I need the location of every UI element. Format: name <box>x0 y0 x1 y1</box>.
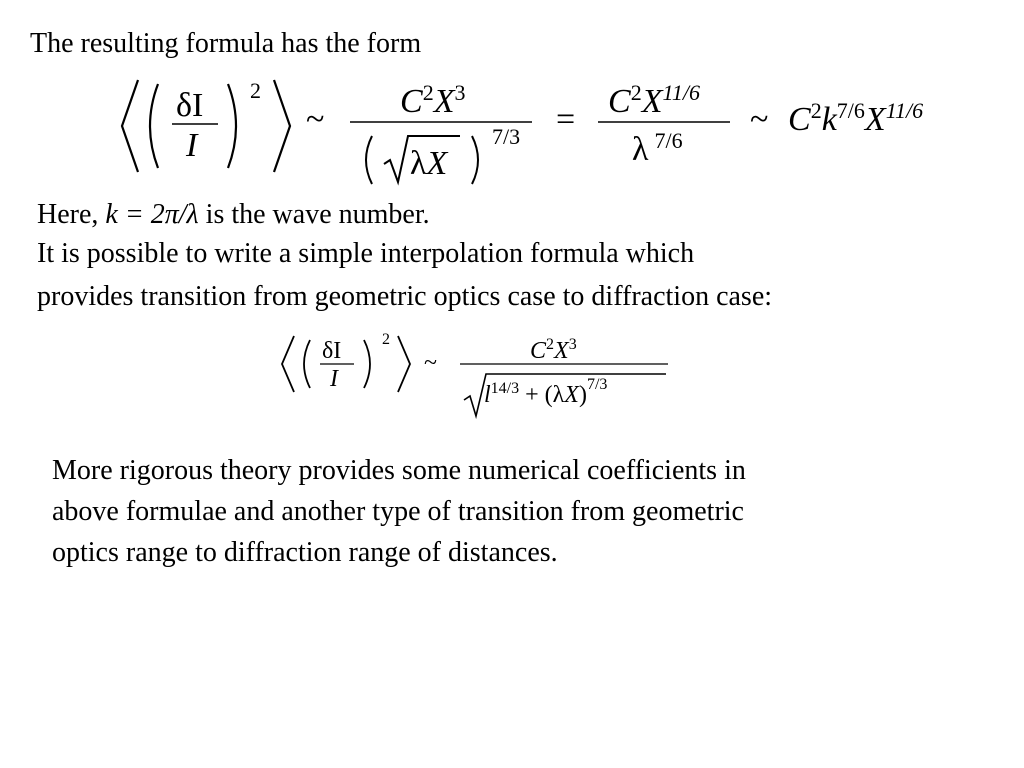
paren-left <box>304 340 310 388</box>
eq1-final-term: $C^2k^{7/6}X^{11/6}$ <box>788 98 924 138</box>
equation-1 <box>116 74 986 198</box>
here-suffix: is the wave number. <box>198 199 430 230</box>
eq1-I-denominator: I <box>186 127 198 164</box>
eq1-lambda-denominator: λ $^{7/6}$ <box>632 128 683 168</box>
here-prefix: Here, <box>37 199 106 230</box>
paragraph-2-line-1: More rigorous theory provides some numerical coefficients in <box>52 455 746 486</box>
eq1-sim-1: ~ <box>306 101 325 138</box>
eq1-sim-2: ~ <box>750 101 769 138</box>
paragraph-1-line-2: provides transition from geometric optics case to diffraction case: <box>37 281 773 312</box>
paren-left <box>150 84 158 168</box>
paragraph-2-line-2: above formulae and another type of transition from geometric <box>52 496 744 527</box>
angle-bracket-left <box>122 80 138 172</box>
eq2-denominator: $l^{14/3} + (\lambda X)^{7/3}$ <box>484 376 608 408</box>
eq2-I-denominator: I <box>330 366 338 392</box>
here-eq: = 2π/λ <box>117 199 199 230</box>
paren-right <box>364 340 370 388</box>
paren-right <box>228 84 236 168</box>
eq1-numerator: $C^2X^3$ <box>400 80 466 120</box>
eq1-lambdaX: λX <box>410 145 448 182</box>
eq1-numerator-2: $C^2X^{11/6}$ <box>608 80 700 120</box>
eq2-square-exp: 2 <box>382 331 390 348</box>
eq1-equals: = <box>556 101 576 138</box>
eq1-exp-7-3: 7/3 <box>492 124 521 149</box>
eq1-denom-paren-left <box>366 136 372 184</box>
eq1-square-exp: 2 <box>250 78 261 103</box>
eq1-delta-I: δI <box>176 87 204 124</box>
eq2-sim: ~ <box>424 350 437 376</box>
equation-2 <box>276 326 696 426</box>
angle-bracket-right <box>398 336 410 392</box>
angle-bracket-right <box>274 80 290 172</box>
here-k: k <box>105 199 118 230</box>
wave-number-sentence <box>37 201 430 229</box>
eq2-numerator: $C^2X^3$ <box>530 336 577 364</box>
eq2-delta-I: δI <box>322 338 342 364</box>
paragraph-1-line-1: It is possible to write a simple interpolation formula which <box>37 238 695 269</box>
paragraph-2-line-3: optics range to diffraction range of distances. <box>52 537 558 568</box>
angle-bracket-left <box>282 336 294 392</box>
eq1-denom-paren-right <box>472 136 478 184</box>
intro-text: The resulting formula has the form <box>30 28 422 59</box>
